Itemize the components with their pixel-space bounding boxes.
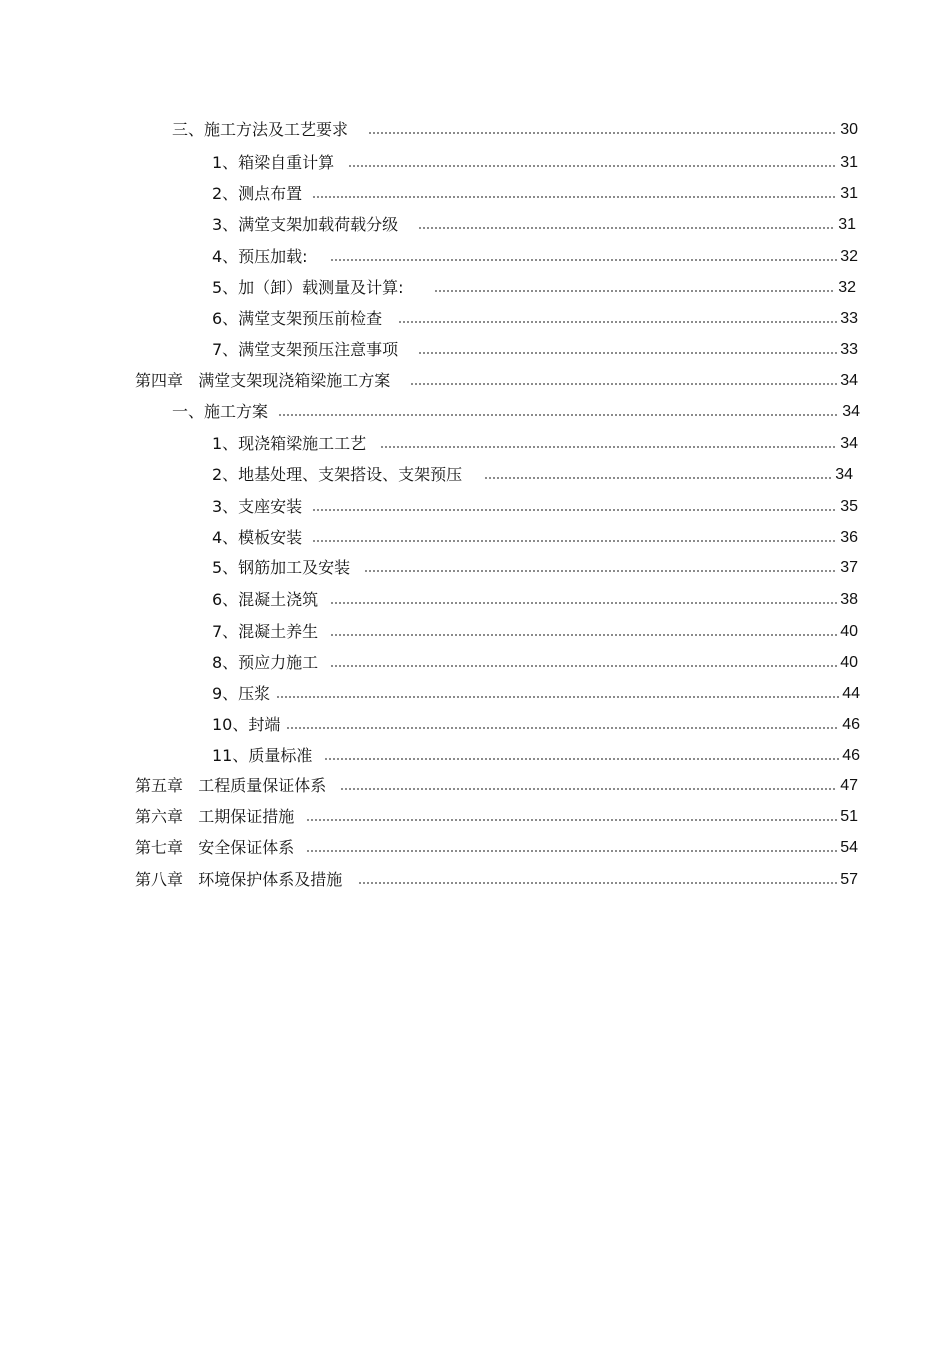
toc-dot-leader [484,476,832,480]
toc-page-number: 40 [840,654,858,671]
toc-entry-item[interactable] [212,714,860,736]
toc-entry-label: 4、预压加载: [212,247,308,266]
toc-entry-label: 6、混凝土浇筑 [212,590,319,609]
toc-dot-leader [330,664,837,668]
toc-entry-item[interactable] [212,339,858,361]
toc-page-number: 34 [842,403,860,420]
toc-entry-item[interactable] [212,496,858,518]
toc-page-number: 44 [842,685,860,702]
toc-entry-label: 9、压浆 [212,684,271,703]
toc-entry-label: 第八章 环境保护体系及措施 [135,870,343,889]
toc-dot-leader [434,289,836,293]
toc-entry-label: 2、测点布置 [212,184,303,203]
toc-entry-chapter-5[interactable] [135,775,858,797]
toc-page-number: 33 [840,310,858,327]
toc-entry-label: 4、模板安装 [212,528,303,547]
toc-dot-leader [418,351,837,355]
toc-page-number: 47 [840,777,858,794]
toc-page-number: 33 [840,341,858,358]
toc-dot-leader [276,695,839,699]
toc-page-number: 32 [840,248,858,265]
toc-dot-leader [278,413,839,417]
toc-entry-item[interactable] [212,308,858,330]
toc-page-number: 40 [840,623,858,640]
toc-entry-label: 7、混凝土养生 [212,622,319,641]
toc-page-number: 31 [840,154,858,171]
toc-entry-item[interactable] [212,652,858,674]
toc-dot-leader [410,382,837,386]
toc-page-number: 34 [835,466,853,483]
toc-entry-label: 第五章 工程质量保证体系 [135,776,327,795]
toc-page-number: 46 [842,716,860,733]
toc-entry-item[interactable] [212,527,858,549]
toc-page-number: 34 [840,372,858,389]
toc-page-number: 36 [840,529,858,546]
toc-entry-label: 第七章 安全保证体系 [135,838,295,857]
toc-dot-leader [324,757,839,761]
toc-dot-leader [368,131,837,135]
toc-dot-leader [312,508,837,512]
toc-entry-section-1[interactable] [172,401,860,423]
toc-entry-label: 5、钢筋加工及安装 [212,558,351,577]
toc-dot-leader [330,633,837,637]
toc-dot-leader [330,601,837,605]
toc-entry-label: 三、施工方法及工艺要求 [172,120,349,139]
toc-dot-leader [312,195,837,199]
toc-entry-label: 3、满堂支架加载荷载分级 [212,215,399,234]
toc-entry-label: 第四章 满堂支架现浇箱梁施工方案 [135,371,391,390]
toc-entry-item[interactable] [212,246,858,268]
toc-dot-leader [358,881,837,885]
toc-entry-section-3[interactable] [172,119,858,141]
toc-entry-label: 3、支座安装 [212,497,303,516]
toc-entry-item[interactable] [212,683,860,705]
toc-entry-label: 1、现浇箱梁施工工艺 [212,434,367,453]
toc-page-number: 37 [840,559,858,576]
toc-entry-chapter-7[interactable] [135,837,858,859]
toc-entry-label: 一、施工方案 [172,402,269,421]
toc-page-number: 57 [840,871,858,888]
toc-page-number: 34 [840,435,858,452]
toc-dot-leader [418,226,835,230]
toc-entry-item[interactable] [212,621,858,643]
toc-entry-item[interactable] [212,557,858,579]
toc-entry-item[interactable] [212,589,858,611]
toc-entry-label: 11、质量标准 [212,746,313,765]
toc-dot-leader [340,787,837,791]
toc-entry-label: 10、封端 [212,715,281,734]
toc-entry-item[interactable] [212,745,860,767]
toc-entry-label: 5、加（卸）载测量及计算: [212,278,404,297]
toc-entry-label: 2、地基处理、支架搭设、支架预压 [212,465,463,484]
toc-entry-label: 7、满堂支架预压注意事项 [212,340,399,359]
toc-page-number: 46 [842,747,860,764]
toc-entry-item[interactable] [212,183,858,205]
toc-page-number: 30 [840,121,858,138]
toc-page-number: 31 [840,185,858,202]
toc-page-number: 32 [838,279,856,296]
toc-dot-leader [312,539,837,543]
toc-entry-label: 1、箱梁自重计算 [212,153,335,172]
toc-dot-leader [364,569,837,573]
toc-entry-label: 6、满堂支架预压前检查 [212,309,383,328]
toc-entry-chapter-4[interactable] [135,370,858,392]
toc-dot-leader [306,818,837,822]
toc-entry-chapter-8[interactable] [135,869,858,891]
toc-page-number: 38 [840,591,858,608]
toc-dot-leader [286,726,839,730]
toc-entry-item[interactable] [212,152,858,174]
toc-dot-leader [348,164,837,168]
toc-dot-leader [398,320,837,324]
toc-page-number: 31 [838,216,856,233]
toc-dot-leader [380,445,837,449]
toc-entry-label: 8、预应力施工 [212,653,319,672]
toc-page-number: 35 [840,498,858,515]
toc-page-number: 54 [840,839,858,856]
toc-dot-leader [330,258,838,262]
toc-entry-chapter-6[interactable] [135,806,858,828]
toc-entry-item[interactable] [212,433,858,455]
toc-entry-item[interactable] [212,277,856,299]
toc-entry-item[interactable] [212,464,853,486]
toc-entry-item[interactable] [212,214,856,236]
toc-page-number: 51 [840,808,858,825]
toc-entry-label: 第六章 工期保证措施 [135,807,295,826]
toc-dot-leader [306,849,837,853]
